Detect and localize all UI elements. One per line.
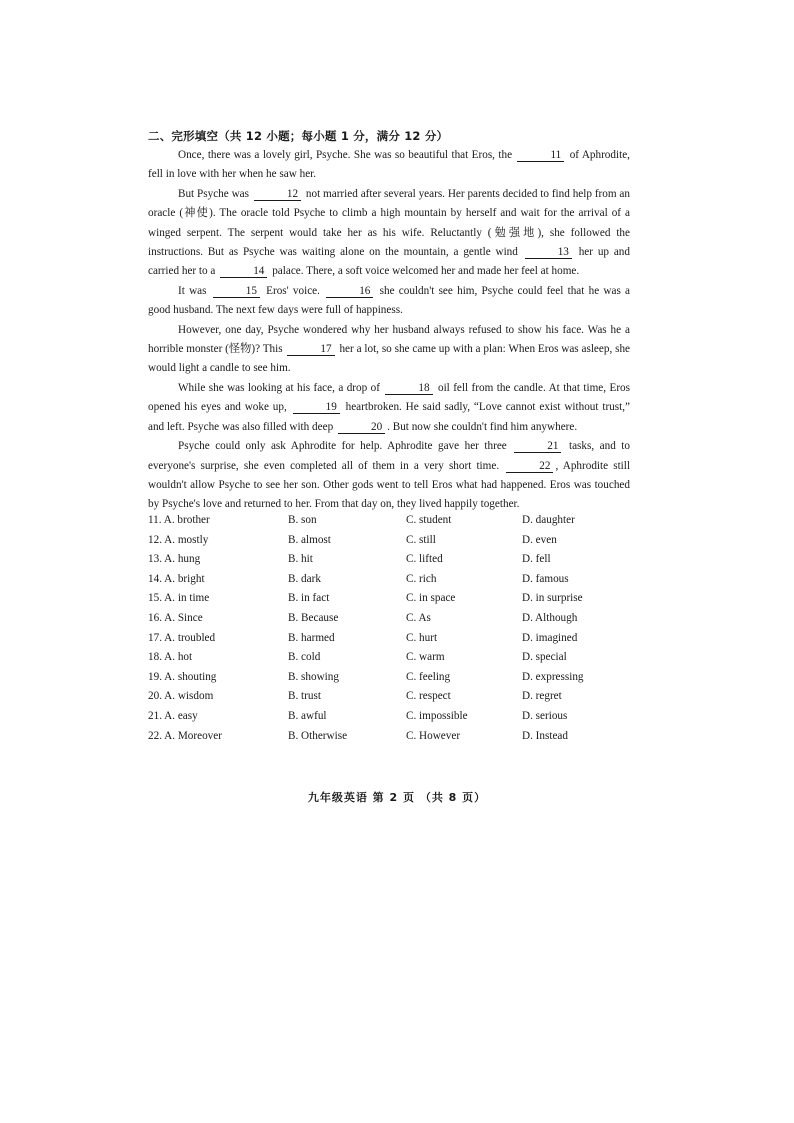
option-choice: 12. A. mostly bbox=[148, 533, 209, 546]
option-row bbox=[148, 592, 648, 612]
option-choice: D. special bbox=[522, 651, 567, 664]
option-choice: 17. A. troubled bbox=[148, 631, 216, 644]
blank-number: 18 bbox=[385, 382, 432, 395]
option-row bbox=[148, 690, 648, 710]
passage-text: Once, there was a lovely girl, Psyche. She was so beautiful that Eros, the bbox=[178, 149, 516, 161]
option-row bbox=[148, 534, 648, 554]
option-row bbox=[148, 710, 648, 730]
option-choice: 19. A. shouting bbox=[148, 670, 217, 683]
passage-text: Eros' voice. bbox=[261, 284, 325, 297]
option-choice: 16. A. Since bbox=[148, 611, 203, 624]
option-choice: C. still bbox=[406, 533, 436, 546]
blank-number: 20 bbox=[338, 421, 385, 434]
blank-number: 11 bbox=[517, 149, 564, 162]
option-choice: 18. A. hot bbox=[148, 651, 193, 664]
answer-options bbox=[148, 514, 648, 749]
option-row bbox=[148, 514, 648, 534]
option-row bbox=[148, 671, 648, 691]
passage-text: Psyche could only ask Aphrodite for help. Aphrodite gave her three bbox=[178, 440, 513, 453]
option-choice: C. As bbox=[406, 611, 431, 624]
option-choice: C. impossible bbox=[406, 709, 468, 722]
passage-text: her a lot, so she came up with a plan: When Eros was asleep, she would light a candle to see him. bbox=[148, 343, 630, 375]
option-choice: 22. A. Moreover bbox=[148, 729, 222, 742]
option-choice: D. in surprise bbox=[522, 592, 583, 605]
option-choice: 14. A. bright bbox=[148, 572, 205, 585]
blank-number: 16 bbox=[326, 285, 373, 298]
option-choice: B. cold bbox=[288, 651, 321, 664]
passage-text: oil fell from the candle. At that time, Eros opened his eyes and woke up, bbox=[148, 381, 630, 414]
option-choice: D. serious bbox=[522, 709, 568, 722]
option-row bbox=[148, 651, 648, 671]
option-row bbox=[148, 632, 648, 652]
option-choice: D. expressing bbox=[522, 670, 584, 683]
option-row bbox=[148, 573, 648, 593]
option-choice: B. trust bbox=[288, 690, 321, 703]
passage-text: tasks, and to everyone's surprise, she even completed all of them in a very short time. bbox=[148, 440, 630, 472]
blank-number: 22 bbox=[506, 460, 553, 473]
blank-number: 12 bbox=[254, 188, 301, 201]
passage-text: . But now she couldn't find him anywhere. bbox=[387, 420, 578, 433]
passage-paragraph bbox=[148, 185, 630, 282]
passage-text: , Aphrodite still wouldn't allow Psyche to see her son. Other gods went to tell Eros what had happened. Eros was touched by Psyche's love and returned to her. From that day on, they lived happily together. bbox=[148, 459, 631, 511]
passage-paragraph bbox=[148, 282, 630, 321]
passage-text: But Psyche was bbox=[178, 187, 252, 200]
blank-number: 19 bbox=[293, 401, 340, 414]
option-choice: D. Although bbox=[522, 611, 578, 624]
passage-text: palace. There, a soft voice welcomed her and made her feel at home. bbox=[269, 265, 580, 278]
passage-text: of Aphrodite, fell in love with her when he saw her. bbox=[148, 149, 630, 181]
option-choice: C. However bbox=[406, 729, 461, 742]
option-choice: C. warm bbox=[406, 651, 445, 664]
passage-paragraph bbox=[148, 437, 630, 515]
option-choice: 13. A. hung bbox=[148, 553, 201, 566]
option-choice: B. dark bbox=[288, 572, 321, 585]
option-choice: 11. A. brother bbox=[148, 514, 210, 526]
passage-text: heartbroken. He said sadly, “Love cannot exist without trust,” and left. Psyche was also filled with deep bbox=[148, 401, 630, 433]
option-choice: C. respect bbox=[406, 690, 451, 703]
option-choice: C. lifted bbox=[406, 553, 443, 566]
option-choice: C. rich bbox=[406, 572, 437, 585]
option-choice: C. student bbox=[406, 514, 452, 526]
option-choice: B. Because bbox=[288, 611, 339, 624]
option-choice: B. hit bbox=[288, 553, 313, 566]
option-choice: B. almost bbox=[288, 533, 331, 546]
blank-number: 21 bbox=[514, 440, 561, 453]
option-choice: D. Instead bbox=[522, 729, 568, 742]
option-choice: B. harmed bbox=[288, 631, 335, 644]
passage-paragraph bbox=[148, 146, 630, 185]
passage-paragraph bbox=[148, 379, 630, 437]
option-choice: D. famous bbox=[522, 572, 569, 585]
option-choice: B. Otherwise bbox=[288, 729, 348, 742]
blank-number: 17 bbox=[287, 343, 334, 356]
option-choice: D. fell bbox=[522, 553, 551, 566]
option-choice: D. regret bbox=[522, 690, 562, 703]
page-footer: 九年级英语 第 2 页 （共 8 页） bbox=[307, 791, 487, 804]
passage-text: However, one day, Psyche wondered why her husband always refused to show his face. Was he a horrible monster (怪物)? This bbox=[148, 323, 630, 356]
passage-text: not married after several years. Her parents decided to find help from an oracle (神使). The oracle told Psyche to climb a high mountain by herself and wait for the arrival of a winged serpent. The serpent would take her as his wife. Reluctantly (勉强地), she followed the instructions. But as Psyche was waiting alone on the mountain, a gentle wind bbox=[148, 187, 630, 259]
cloze-passage bbox=[148, 146, 630, 515]
section-heading: 二、完形填空（共 12 小题；每小题 1 分，满分 12 分） bbox=[148, 129, 449, 143]
option-row bbox=[148, 553, 648, 573]
passage-text: she couldn't see him, Psyche could feel that he was a good husband. The next few days were full of happiness. bbox=[148, 284, 631, 317]
option-row bbox=[148, 730, 648, 750]
option-choice: 21. A. easy bbox=[148, 709, 198, 722]
passage-paragraph bbox=[148, 321, 630, 379]
blank-number: 15 bbox=[213, 285, 260, 298]
option-choice: 20. A. wisdom bbox=[148, 690, 214, 703]
option-choice: D. daughter bbox=[522, 514, 575, 526]
option-choice: D. even bbox=[522, 533, 557, 546]
passage-text: her up and carried her to a bbox=[148, 246, 630, 278]
passage-text: It was bbox=[178, 284, 211, 297]
blank-number: 14 bbox=[220, 265, 267, 278]
option-choice: 15. A. in time bbox=[148, 592, 210, 605]
option-choice: B. showing bbox=[288, 670, 339, 683]
option-choice: D. imagined bbox=[522, 631, 578, 644]
option-choice: C. hurt bbox=[406, 631, 438, 644]
passage-text: While she was looking at his face, a drop of bbox=[178, 381, 384, 394]
blank-number: 13 bbox=[525, 246, 572, 259]
option-choice: B. son bbox=[288, 514, 317, 526]
option-choice: B. awful bbox=[288, 709, 327, 722]
option-row bbox=[148, 612, 648, 632]
option-choice: C. feeling bbox=[406, 670, 451, 683]
option-choice: B. in fact bbox=[288, 592, 330, 605]
option-choice: C. in space bbox=[406, 592, 456, 605]
